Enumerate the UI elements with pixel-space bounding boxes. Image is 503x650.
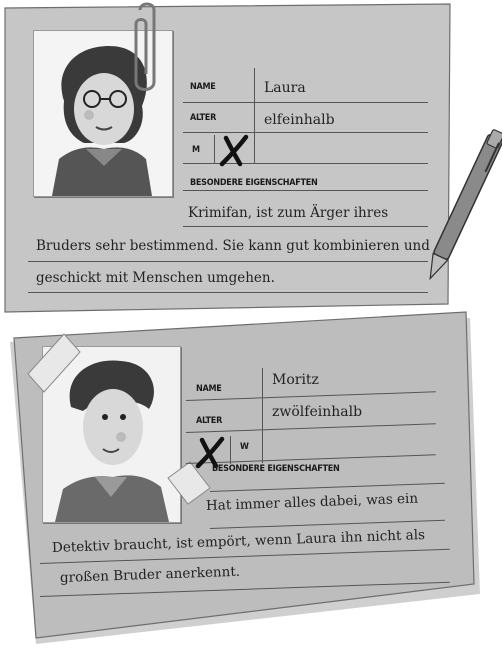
traits-label: BESONDERE EIGENSCHAFTEN [212, 464, 340, 474]
age-value: elfeinhalb [264, 112, 335, 128]
name-value: Laura [264, 80, 306, 96]
gender-m-label: M [192, 145, 200, 155]
paperclip-icon [128, 2, 164, 94]
age-value: zwölfeinhalb [272, 404, 363, 420]
profile-card-moritz [0, 308, 503, 650]
traits-line-1: Krimifan, ist zum Ärger ihres [188, 205, 389, 221]
traits-line-1: Hat immer alles dabei, was ein [205, 490, 419, 514]
traits-line-3: großen Bruder anerkennt. [59, 563, 241, 586]
traits-label: BESONDERE EIGENSCHAFTEN [190, 178, 318, 188]
traits-line-2: Detektiv braucht, ist empört, wenn Laura ihn nicht als [51, 526, 426, 556]
traits-line-2: Bruders sehr bestimmend. Sie kann gut kombinieren und [36, 238, 430, 254]
pen-icon [426, 122, 502, 290]
name-label: NAME [190, 82, 216, 92]
gender-w-label: W [240, 442, 249, 452]
name-value: Moritz [272, 372, 319, 388]
name-label: NAME [196, 384, 222, 394]
traits-line-3: geschickt mit Menschen umgehen. [36, 270, 275, 286]
age-label: ALTER [196, 416, 223, 426]
tape-strip-top [24, 330, 84, 396]
age-label: ALTER [190, 113, 217, 123]
checkmark-x-icon [218, 134, 250, 168]
